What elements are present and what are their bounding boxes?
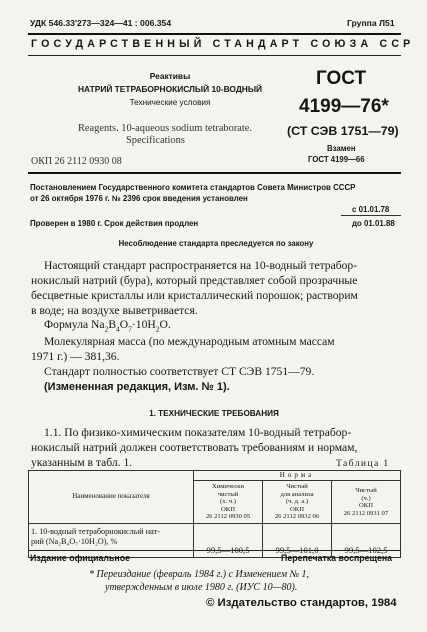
- title-category: Реактивы: [149, 71, 191, 81]
- table-col-2: [263, 481, 332, 524]
- row-value-1: 99,5—100,5: [194, 524, 263, 558]
- formula-end: O.: [159, 318, 171, 331]
- footer-top-rule: [28, 550, 401, 551]
- col3-line: Чистый: [355, 487, 377, 494]
- title-bottom-rule: [28, 172, 401, 174]
- decree-line-1: Постановлением Государственного комитета стандартов Совета Министров СССР: [30, 183, 356, 192]
- row-name-line-2: рий (Na₂B₄O₇·10H₂O), %: [31, 537, 118, 546]
- intro-line-3: бесцветные кристаллы или кристаллический порошок; растворим: [31, 289, 358, 302]
- formula-line: [44, 318, 171, 333]
- intro-line-2: нокислый натрий (бура), который представляет собой прозрачные: [31, 274, 358, 287]
- header-bottom-rule: [28, 55, 401, 56]
- gost-label: ГОСТ: [316, 68, 367, 89]
- reprint-note-2: утвержденным в июле 1980 г. (ИУС 10—80).: [105, 582, 298, 593]
- standard-line: ГОСУДАРСТВЕННЫЙ СТАНДАРТ СОЮЗА ССР: [31, 38, 415, 50]
- col1-line: 26 2112 0930 05: [205, 513, 251, 521]
- reprint-note-1: * Переиздание (февраль 1984 г.) с Изменением № 1,: [89, 569, 310, 580]
- amended-line: (Измененная редакция, Изм. № 1).: [44, 381, 230, 393]
- gost-replace-label: Взамен: [327, 144, 356, 153]
- table-col-3: [332, 481, 401, 524]
- table-norma: Норма: [194, 471, 401, 481]
- col2-line: ОКП: [290, 505, 304, 513]
- formula-label: Формула Na: [44, 318, 105, 331]
- col3-line: (ч.): [361, 494, 371, 502]
- formula-sub-7: 7: [128, 324, 132, 334]
- gost-number: 4199—76*: [299, 96, 389, 117]
- official-edition: Издание официальное: [30, 553, 130, 563]
- spec-table: [28, 470, 401, 558]
- table-caption: Таблица 1: [336, 458, 390, 469]
- intro-line-1: Настоящий стандарт распространяется на 10-водный тетрабор-: [44, 259, 358, 272]
- gost-replace-value: ГОСТ 4199—66: [308, 155, 365, 164]
- checked-line: Проверен в 1980 г. Срок действия продлен: [30, 219, 199, 228]
- col2-line: Чистый: [286, 483, 308, 491]
- col1-line: чистый: [217, 490, 239, 498]
- section-line-3: указанным в табл. 1.: [31, 456, 133, 469]
- reprint-ban: Перепечатка воспрещена: [281, 553, 393, 563]
- row-value-2: 99,5—101,0: [263, 524, 332, 558]
- group-code: Группа Л51: [347, 18, 395, 28]
- col1-line: Химически: [211, 483, 245, 491]
- table-col-1: [194, 481, 263, 524]
- col3-line: ОКП: [359, 502, 373, 509]
- copyright: © Издательство стандартов, 1984: [206, 597, 397, 609]
- prosecution-line: Несоблюдение стандарта преследуется по закону: [118, 239, 314, 248]
- section-line-2: нокислый натрий должен соответствовать требованиям и нормам,: [31, 441, 358, 454]
- intro-date-rule: [341, 215, 401, 216]
- formula-b: B: [108, 318, 117, 331]
- section-heading: 1. ТЕХНИЧЕСКИЕ ТРЕБОВАНИЯ: [149, 409, 279, 418]
- col3-line: 26 2112 0931 07: [343, 509, 389, 517]
- formula-sub-4: 4: [116, 324, 120, 334]
- valid-to-date: до 01.01.88: [352, 219, 395, 228]
- col1-line: (х. ч.): [220, 498, 236, 506]
- intro-line-4: в воде; на воздухе выветривается.: [31, 304, 198, 317]
- udk-code: УДК 546.33'273—324—41 : 006.354: [30, 18, 172, 28]
- intro-date: с 01.01.78: [352, 205, 390, 214]
- header-top-rule: [28, 33, 401, 35]
- formula-o: O: [119, 318, 129, 331]
- section-line-1: 1.1. По физико-химическим показателям 10-водный тетрабор-: [44, 426, 352, 439]
- title-english-2: Specifications: [126, 135, 185, 146]
- col2-line: (ч. д. а.): [285, 498, 309, 506]
- title-name: НАТРИЙ ТЕТРАБОРНОКИСЛЫЙ 10-ВОДНЫЙ: [77, 84, 263, 94]
- decree-line-2: от 26 октября 1976 г. № 2396 срок введения установлен: [30, 194, 248, 203]
- row-value-3: 99,5—102,5: [332, 524, 401, 558]
- title-english-1: Reagents. 10-aqueous sodium tetraborate.: [78, 123, 252, 134]
- gost-st-sev: (СТ СЭВ 1751—79): [287, 124, 399, 138]
- col1-line: ОКП: [221, 505, 235, 513]
- compliance-line: Стандарт полностью соответствует СТ СЭВ 1751—79.: [44, 365, 315, 378]
- col2-line: для анализа: [280, 490, 314, 498]
- okp-code: ОКП 26 2112 0930 08: [31, 156, 122, 167]
- formula-tail: ·10H: [131, 318, 156, 331]
- row-name-line-1: 1. 10-водный тетраборнокислый нат-: [31, 527, 160, 536]
- table-col-name: Наименование показателя: [29, 471, 194, 524]
- title-subtitle: Технические условия: [129, 98, 211, 107]
- col2-line: 26 2112 0932 06: [274, 513, 320, 521]
- formula-sub-2b: 2: [155, 324, 160, 334]
- mass-line-1: Молекулярная масса (по международным атомным массам: [44, 335, 335, 348]
- formula-sub-2: 2: [104, 324, 109, 334]
- mass-line-2: 1971 г.) — 381,36.: [31, 350, 120, 363]
